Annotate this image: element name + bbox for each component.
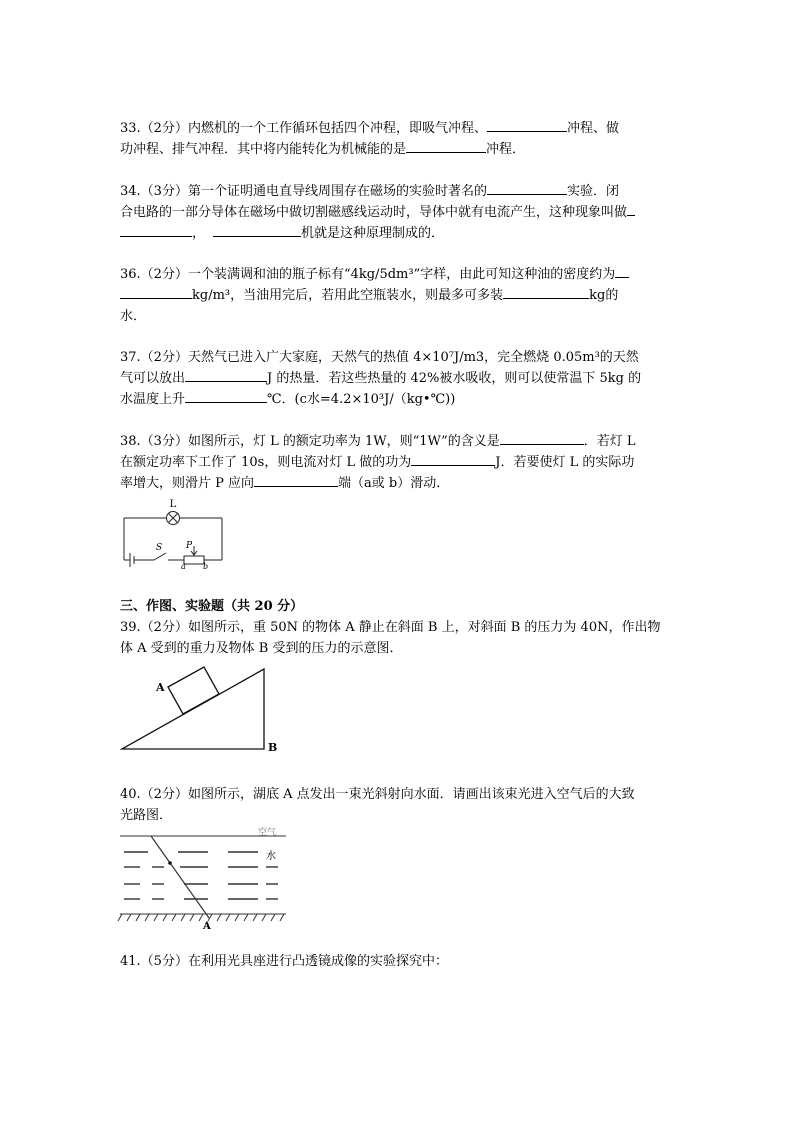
q34-blank-3[interactable] (213, 224, 301, 237)
q37-blank-1[interactable] (185, 369, 267, 382)
q37-line3: 水温度上升 ℃．(c水=4.2×10³J/（kg•℃)) (120, 392, 456, 407)
air-label: 空气 (258, 828, 277, 838)
q40-line2: 光路图． (120, 808, 173, 823)
water-dashes (124, 852, 278, 899)
q36-blank-1[interactable] (120, 286, 192, 299)
q38-blank-2[interactable] (411, 453, 495, 466)
q39-line1: 39.（2分）如图所示，重 50N 的物体 A 静止在斜面 B 上，对斜面 B 的压力为 40N，作出物 (120, 620, 661, 635)
q39-line2: 体 A 受到的重力及物体 B 受到的压力的示意图． (120, 641, 403, 656)
q38-line1: 38.（3分）如图所示，灯 L 的额定功率为 1W，则“1W”的含义是 ．若灯 L (120, 434, 636, 449)
q38-blank-1[interactable] (500, 432, 584, 445)
light-ray (151, 836, 209, 918)
q40-line1: 40.（2分）如图所示，湖底 A 点发出一束光斜射向水面．请画出该束光进入空气后的大致 (120, 787, 635, 802)
q34-line1: 34.（3分）第一个证明通电直导线周围存在磁场的实验时著名的 实验．闭 (120, 184, 619, 199)
slider-label: P (186, 541, 193, 551)
switch-label: S (156, 543, 163, 553)
q37-line2: 气可以放出 J 的热量．若这些热量的 42%被水吸收，则可以使常温下 5kg 的 (120, 371, 642, 386)
q38-line2: 在额定功率下工作了 10s，则电流对灯 L 做的功为 J．若要使灯 L 的实际功 (120, 455, 635, 470)
q39-incline-figure (118, 665, 278, 755)
q33-blank-1[interactable] (487, 119, 567, 132)
q38-blank-3[interactable] (254, 474, 338, 487)
rheostat-icon (184, 556, 204, 564)
q36-line1: 36.（2分）一个装满调和油的瓶子标有“4kg/5dm³”字样，由此可知这种油的密度约为 (120, 264, 629, 285)
q34-blank-1[interactable] (487, 182, 567, 195)
water-label: 水 (266, 851, 276, 862)
q33-line1: 33.（2分）内燃机的一个工作循环包括四个冲程，即吸气冲程、 冲程、做 (120, 121, 619, 136)
point-a-label: A (203, 921, 211, 932)
block-a-label: A (156, 681, 165, 694)
q34-line2: 合电路的一部分导体在磁场中做切割磁感线运动时，导体中就有电流产生，这种现象叫做 (120, 202, 635, 223)
section-3-heading: 三、作图、实验题（共 20 分） (120, 599, 304, 614)
q34-blank-2[interactable] (120, 224, 192, 237)
q40-water-figure (118, 826, 293, 930)
switch-icon (154, 553, 166, 560)
q36-line2: kg/m³，当油用完后，若用此空瓶装水，则最多可多装 kg的 (120, 285, 618, 306)
q33-blank-2[interactable] (406, 140, 486, 153)
block-a (168, 667, 219, 714)
end-b-label: b (203, 562, 209, 571)
end-a-label: a (181, 562, 186, 571)
q36-line3: 水． (120, 309, 147, 324)
q36-blank-2[interactable] (503, 286, 589, 299)
q38-circuit-figure (118, 498, 228, 570)
incline-b-label: B (268, 741, 278, 754)
q34-line3: ， 机就是这种原理制成的． (120, 223, 444, 244)
q38-line3: 率增大，则滑片 P 应向 端（a或 b）滑动． (120, 476, 450, 491)
q41-line1: 41.（5分）在利用光具座进行凸透镜成像的实验探究中： (120, 954, 448, 969)
lake-bottom-hatching (118, 914, 284, 921)
ray-arrow-icon (168, 861, 172, 865)
q37-line1: 37.（2分）天然气已进入广大家庭，天然气的热值 4×10⁷J/m3，完全燃烧 0.05m³的天然 (120, 350, 639, 365)
q37-blank-2[interactable] (185, 390, 267, 403)
q33-line2: 功冲程、排气冲程．其中将内能转化为机械能的是 冲程． (120, 142, 526, 157)
lamp-label: L (169, 499, 177, 510)
